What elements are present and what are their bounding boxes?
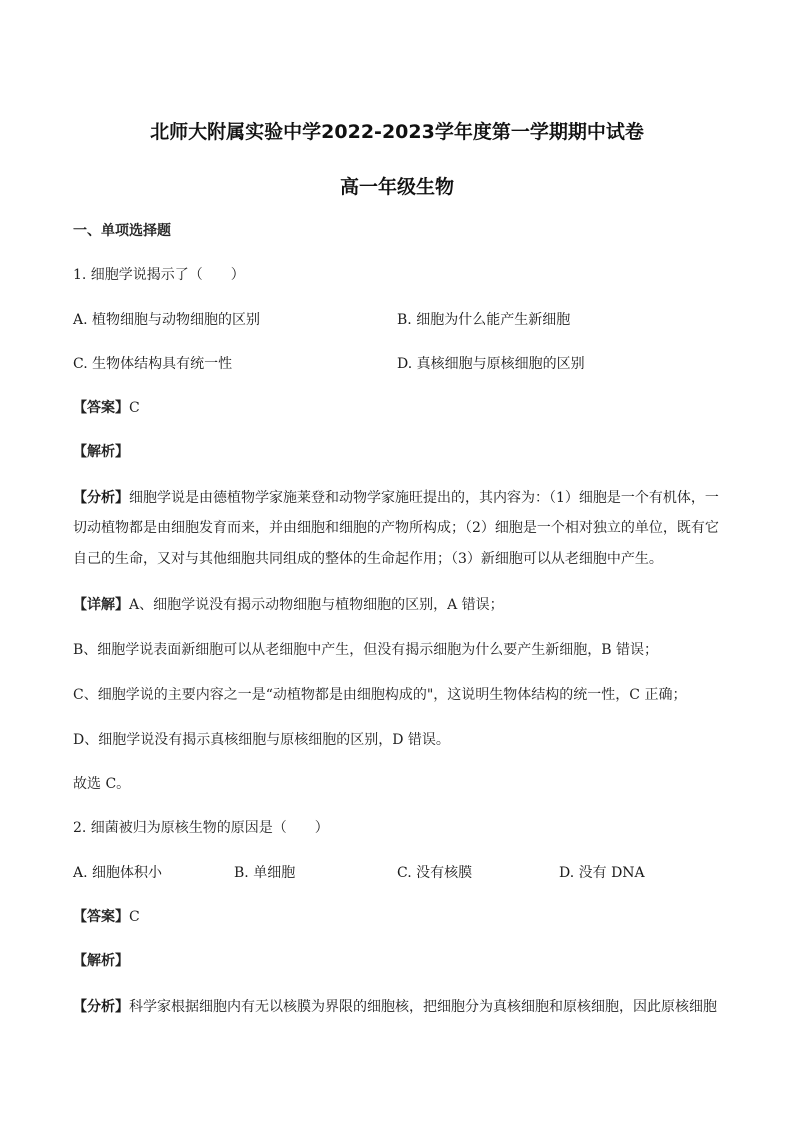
exam-title: 北师大附属实验中学2022-2023学年度第一学期期中试卷 <box>150 121 644 143</box>
question-2-option-a: A. 细胞体积小 <box>73 865 163 881</box>
question-1-detail-d: D、细胞学说没有揭示真核细胞与原核细胞的区别，D 错误。 <box>73 732 450 748</box>
question-2-fenxi-line-1: 【分析】科学家根据细胞内有无以核膜为界限的细胞核，把细胞分为真核细胞和原核细胞，因此原核细胞 <box>73 999 717 1015</box>
xiangjie-tag: 【详解】 <box>73 597 129 613</box>
question-1-analysis-tag: 【解析】 <box>73 444 129 460</box>
question-1-answer <box>73 399 140 417</box>
exam-subtitle: 高一年级生物 <box>339 176 454 198</box>
question-1-stem: 1. 细胞学说揭示了（ ） <box>73 267 245 283</box>
answer-value: C <box>129 400 140 416</box>
question-1-fenxi-line-1: 【分析】细胞学说是由德植物学家施莱登和动物学家施旺提出的，其内容为：（1）细胞是一个有机体，一 <box>73 490 719 506</box>
question-1-option-a: A. 植物细胞与动物细胞的区别 <box>73 312 261 328</box>
answer-value: C <box>129 909 140 925</box>
answer-tag: 【答案】 <box>73 400 129 416</box>
question-1-conclusion: 故选 C。 <box>73 776 131 792</box>
question-2-answer <box>73 908 140 926</box>
question-1-fenxi-line-3: 自己的生命，又对与其他细胞共同组成的整体的生命起作用；（3）新细胞可以从老细胞中产生。 <box>73 551 663 567</box>
section-heading: 一、单项选择题 <box>73 223 171 239</box>
question-1-option-c: C. 生物体结构具有统一性 <box>73 356 233 372</box>
question-2-option-d: D. 没有 DNA <box>559 865 645 881</box>
question-2-stem: 2. 细菌被归为原核生物的原因是（ ） <box>73 820 329 836</box>
fenxi-tag: 【分析】 <box>73 999 129 1015</box>
fenxi-tag: 【分析】 <box>73 490 129 506</box>
question-1-fenxi-line-2: 切动植物都是由细胞发育而来，并由细胞和细胞的产物所构成；（2）细胞是一个相对独立的单位，既有它 <box>73 520 719 536</box>
question-1-detail-a: 【详解】A、细胞学说没有揭示动物细胞与植物细胞的区别，A 错误； <box>73 597 504 613</box>
question-1-option-d: D. 真核细胞与原核细胞的区别 <box>397 356 585 372</box>
question-1-detail-c: C、细胞学说的主要内容之一是“动植物都是由细胞构成的"，这说明生物体结构的统一性，C 正确； <box>73 687 687 703</box>
question-2-option-b: B. 单细胞 <box>234 865 296 881</box>
question-2-analysis-tag: 【解析】 <box>73 953 129 969</box>
question-2-option-c: C. 没有核膜 <box>397 865 473 881</box>
answer-tag: 【答案】 <box>73 909 129 925</box>
question-1-detail-b: B、细胞学说表面新细胞可以从老细胞中产生，但没有揭示细胞为什么要产生新细胞，B 错误； <box>73 642 659 658</box>
question-1-option-b: B. 细胞为什么能产生新细胞 <box>397 312 571 328</box>
